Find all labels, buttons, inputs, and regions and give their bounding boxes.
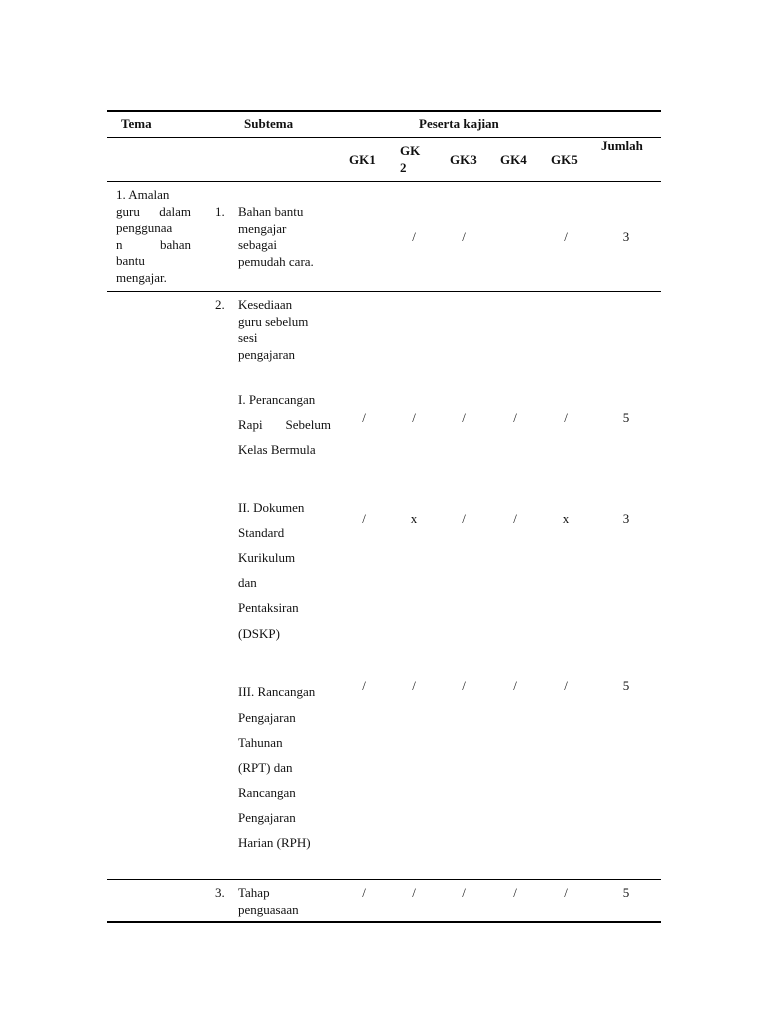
mark-gk3: / [462, 885, 466, 900]
header-gk4: GK4 [500, 152, 527, 167]
mark-gk2: / [412, 410, 416, 425]
header-gk2-line1: GK [400, 143, 421, 158]
mark-gk3: / [462, 229, 466, 244]
tema-line [116, 237, 191, 254]
row1-bottom-rule [107, 291, 661, 292]
subitem-line: II. Dokumen [238, 500, 305, 515]
mark-gk4: / [513, 410, 517, 425]
tema-word: n [116, 236, 123, 252]
subitem-line: Harian (RPH) [238, 835, 311, 850]
mark-gk4: / [513, 678, 517, 693]
subitem-line: Tahunan [238, 735, 283, 750]
table-bottom-rule [107, 921, 661, 923]
subitem-line: Pentaksiran [238, 600, 299, 615]
subtema-line: guru sebelum [238, 313, 309, 329]
subtema-line: pemudah cara. [238, 253, 314, 269]
mark-gk2: / [412, 885, 416, 900]
jumlah-value: 3 [622, 229, 630, 244]
subitem-word: Sebelum [285, 417, 331, 432]
header-gk2-line2: 2 [400, 160, 407, 175]
header-jumlah: Jumlah [601, 138, 643, 153]
mark-gk2: / [412, 229, 416, 244]
header-mid-rule [107, 137, 661, 138]
header-tema: Tema [121, 116, 152, 131]
tema-word: bahan [159, 236, 191, 252]
subtema-number: 1. [215, 204, 225, 219]
subitem-line: Pengajaran [238, 710, 296, 725]
mark-gk3: / [462, 678, 466, 693]
subitem-line: Kelas Bermula [238, 442, 316, 457]
subtema-line: sebagai [238, 237, 277, 252]
tema-word: guru [116, 203, 140, 219]
mark-gk1: / [362, 885, 366, 900]
subitem-line: Standard [238, 525, 285, 540]
table-top-rule [107, 110, 661, 112]
subtema-line: Bahan bantu [238, 204, 304, 219]
mark-gk5: x [562, 511, 570, 526]
tema-line: 1. Amalan [116, 187, 170, 202]
tema-line [116, 204, 191, 221]
subtema-line: penguasaan [238, 901, 299, 917]
mark-gk5: / [564, 229, 568, 244]
tema-line: bantu [116, 253, 145, 268]
subitem-line: Pengajaran [238, 810, 296, 825]
tema-line: mengajar. [116, 269, 167, 285]
header-gk5: GK5 [551, 152, 578, 167]
subitem-line: dan [238, 575, 257, 590]
mark-gk2: / [412, 678, 416, 693]
mark-gk3: / [462, 511, 466, 526]
tema-word: dalam [159, 203, 191, 219]
subitem-line: (RPT) dan [238, 760, 293, 775]
mark-gk1: / [362, 511, 366, 526]
jumlah-value: 5 [622, 885, 630, 900]
mark-gk4: / [513, 885, 517, 900]
subitem-line: III. Rancangan [238, 684, 316, 699]
tema-line: penggunaa [116, 220, 173, 235]
subtema-line: pengajaran [238, 346, 296, 362]
subitem-line: I. Perancangan [238, 392, 316, 407]
header-gk1: GK1 [349, 152, 376, 167]
subtema-number: 2. [215, 297, 225, 312]
subtema-line: Kesediaan [238, 297, 293, 312]
subitem-word: Rapi [238, 417, 263, 432]
mark-gk4: / [513, 511, 517, 526]
mark-gk5: / [564, 885, 568, 900]
mark-gk1: / [362, 678, 366, 693]
header-peserta-kajian: Peserta kajian [419, 116, 499, 131]
header-gk3: GK3 [450, 152, 477, 167]
subtema-line: sesi [238, 330, 258, 345]
subitem-line: Kurikulum [238, 550, 296, 565]
subitem-line [238, 412, 331, 437]
jumlah-value: 5 [622, 410, 630, 425]
row2-bottom-rule [107, 879, 661, 880]
subtema-number: 3. [215, 885, 225, 900]
jumlah-value: 3 [622, 511, 630, 526]
subtema-line: Tahap [238, 885, 270, 900]
subitem-line: Rancangan [238, 785, 296, 800]
jumlah-value: 5 [622, 678, 630, 693]
subitem-line: (DSKP) [238, 626, 280, 641]
header-subtema: Subtema [244, 116, 294, 131]
mark-gk5: / [564, 410, 568, 425]
header-bottom-rule [107, 181, 661, 182]
mark-gk3: / [462, 410, 466, 425]
mark-gk1: / [362, 410, 366, 425]
mark-gk2: x [410, 511, 418, 526]
subtema-line: mengajar [238, 220, 287, 236]
mark-gk5: / [564, 678, 568, 693]
